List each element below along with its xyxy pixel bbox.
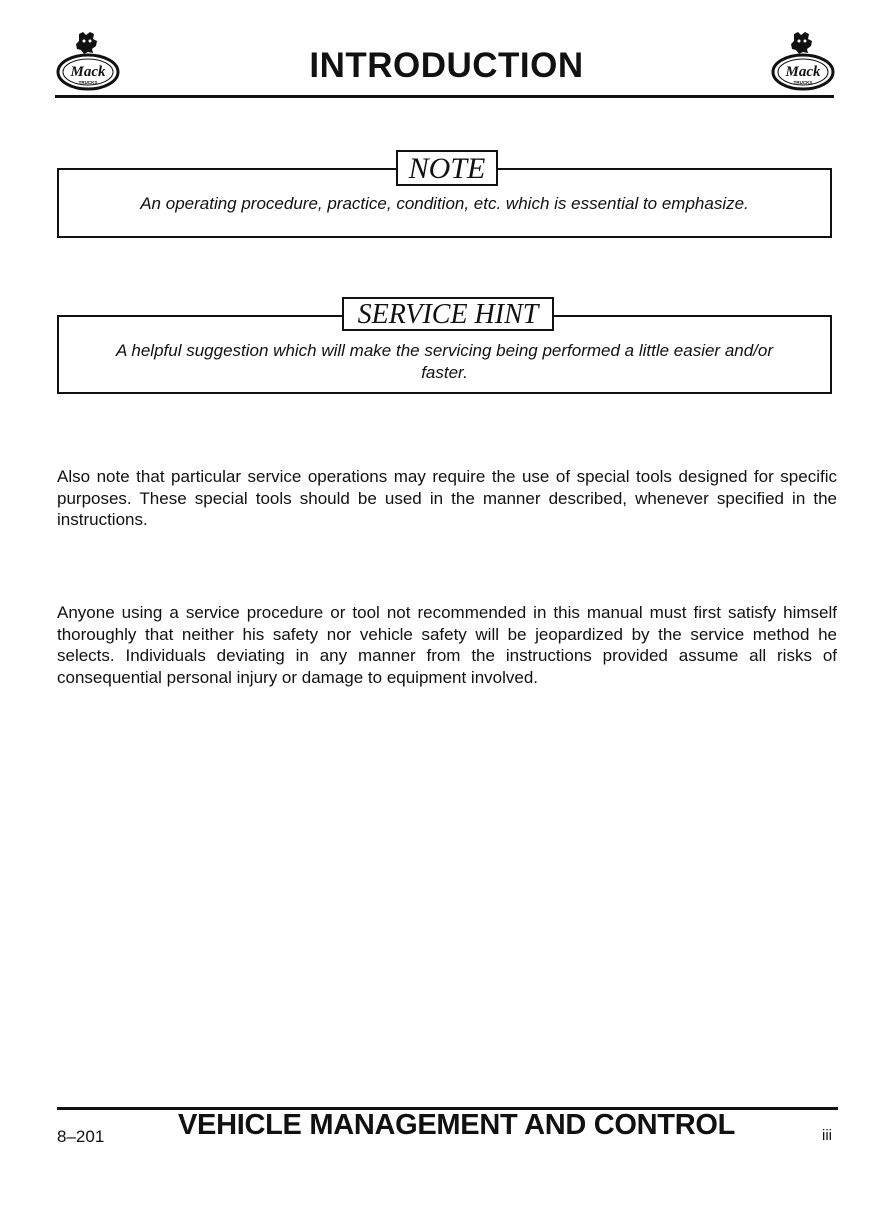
body-paragraph-special-tools: Also note that particular service operations may require the use of special tools designed for specific purposes. These special tools should be used in the manner described, whenever specified in the instructions. <box>57 467 837 529</box>
logo-subtext: TRUCKS <box>78 80 98 85</box>
page-title: INTRODUCTION <box>309 46 584 85</box>
logo-subtext: TRUCKS <box>793 80 813 85</box>
service-hint-text: A helpful suggestion which will make the servicing being performed a little easier and/or faster. <box>115 341 774 382</box>
section-number: 8–201 <box>57 1127 105 1146</box>
logo-wordmark: Mack <box>70 64 106 80</box>
note-label: NOTE <box>396 150 498 186</box>
mack-bulldog-logo-icon <box>770 30 836 92</box>
header-rule <box>55 95 834 98</box>
note-text: An operating procedure, practice, condition, etc. which is essential to emphasize. <box>140 194 749 213</box>
service-hint-label: SERVICE HINT <box>342 297 554 331</box>
logo-wordmark: Mack <box>785 64 821 80</box>
page-number: iii <box>822 1127 832 1144</box>
body-paragraph-safety-warning: Anyone using a service procedure or tool not recommended in this manual must first satisfy himself thoroughly that neither his safety nor vehicle safety will be jeopardized by the service method he selects. Individuals deviating in any manner from the instructions provided assume all risks of consequential personal injury or damage to equipment involved. <box>57 603 837 687</box>
footer-title: VEHICLE MANAGEMENT AND CONTROL <box>178 1109 736 1141</box>
